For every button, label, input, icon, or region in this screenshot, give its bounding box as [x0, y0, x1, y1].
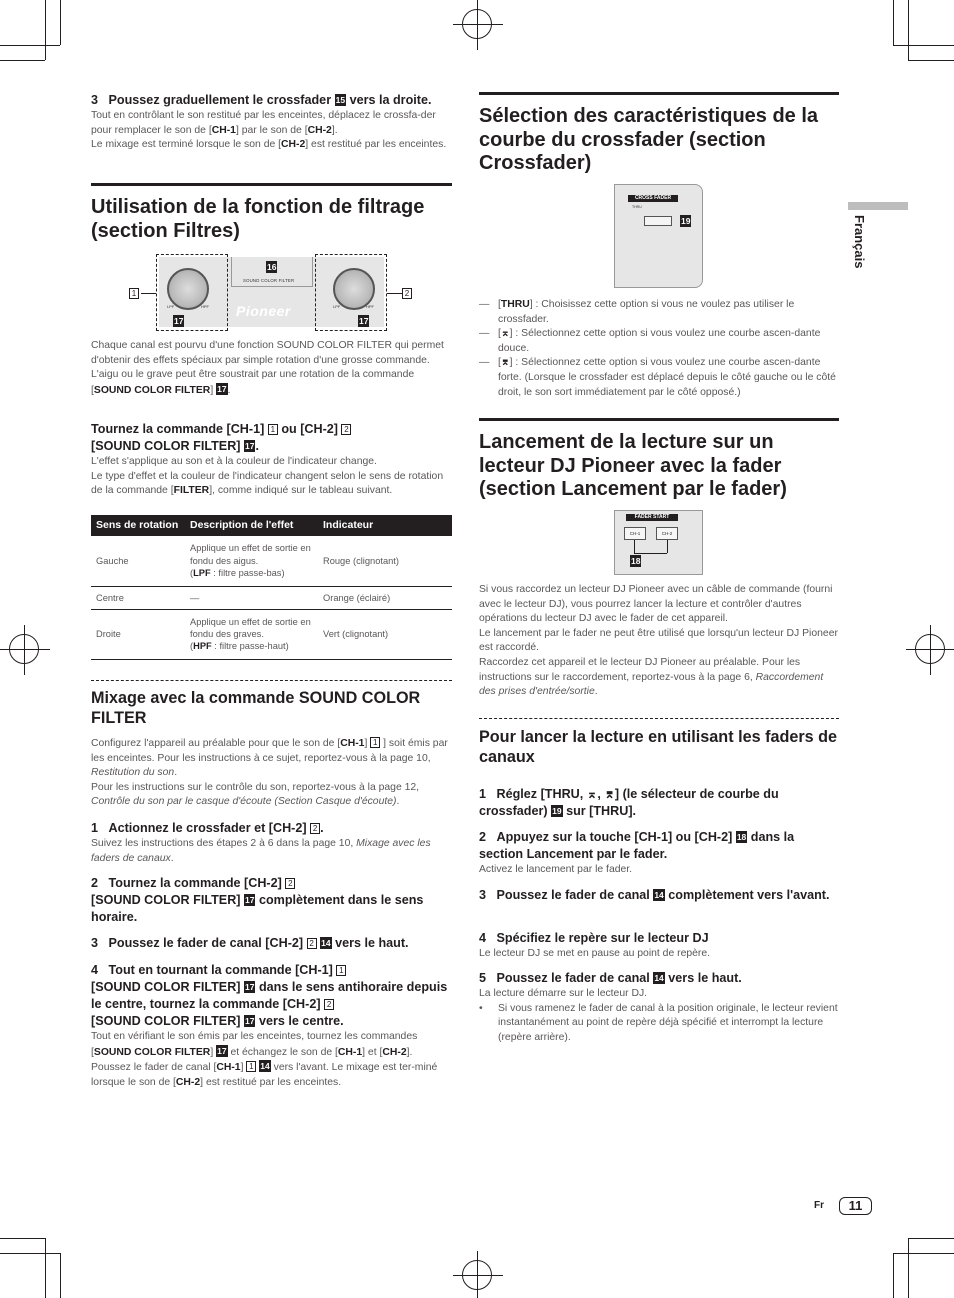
fader-start-section: [479, 418, 839, 502]
r-step-2: [479, 829, 839, 878]
registration-mark: [462, 1260, 492, 1290]
section-rule: [479, 718, 839, 719]
leader-line: [141, 293, 156, 294]
language-label: Français: [852, 215, 867, 269]
option-sharp: — [⌆] : Sélectionnez cette option si vous voulez une courbe ascen-dante forte. (Lorsque le crossfader est déplacé depuis le côté gauche ou le côté droit, le son sort immédiatement par le côté opposé.): [479, 357, 836, 398]
filters-intro: [91, 339, 452, 398]
badge-18: 18: [631, 556, 641, 566]
step-heading: 2 Appuyez sur la touche [CH-1] ou [CH-2] 18 dans la section Lancement par le fader.: [479, 830, 795, 861]
r-step-3: [479, 887, 839, 904]
mix-step-4: [91, 962, 452, 1090]
crop-mark: [908, 60, 954, 61]
crossfader-section: [479, 92, 839, 176]
ch2-fader-start-button: CH-2: [656, 527, 678, 540]
badge-2: 2: [402, 288, 412, 299]
page-lang: Fr: [814, 1200, 824, 1211]
section-rule: [479, 92, 839, 95]
step-heading: 4 Spécifiez le repère sur le lecteur DJ: [479, 931, 709, 945]
table-cell: Gauche: [91, 536, 185, 586]
table-cell: Applique un effet de sortie en fondu des graves. (HPF : filtre passe-haut): [185, 609, 318, 659]
badge-19: 19: [681, 216, 691, 226]
filters-step-heading: Tournez la commande [CH-1] 1 ou [CH-2] 2 [SOUND COLOR FILTER] 17.: [91, 421, 452, 455]
table-cell: Applique un effet de sortie en fondu des aigus. (LPF : filtre passe-bas): [185, 536, 318, 586]
table-row: [91, 536, 452, 586]
badge-16: 16: [267, 262, 277, 272]
badge-17: 17: [359, 316, 369, 326]
table-cell: Centre: [91, 586, 185, 609]
registration-mark: [462, 9, 492, 39]
table-row: [91, 609, 452, 659]
table-cell: Vert (clignotant): [318, 609, 452, 659]
lpf-label: LPF: [167, 304, 175, 309]
r-step-5: [479, 970, 839, 1045]
r-step-4: [479, 930, 839, 962]
filters-title: Utilisation de la fonction de filtrage (section Filtres): [91, 196, 425, 242]
crop-mark: [45, 1238, 46, 1298]
step-heading: 4 Tout en tournant la commande [CH-1] 1 [SOUND COLOR FILTER] 17 dans le sens antihoraire depuis le centre, tournez la commande [CH-2] 2 [SOUND COLOR FILTER] 17 vers le centre.: [91, 963, 448, 1028]
mix-step-2: [91, 875, 452, 926]
section-rule: [479, 418, 839, 421]
step-body: Suivez les instructions des étapes 2 à 6 dans la page 10, Mixage avec les faders de canaux.: [91, 838, 431, 864]
registration-mark: [9, 634, 39, 664]
table-cell: —: [185, 586, 318, 609]
sub-title: Pour lancer la lecture en utilisant les faders de canaux: [479, 728, 838, 766]
mix-intro: Configurez l'appareil au préalable pour que le son de [CH-1] 1 ] soit émis par les enceintes. Pour les instructions à ce sujet, reportez-vous à la page 10, Restitution du son. Pour les instructions sur le contrôle du son, reportez-vous à la page 12, Contrôle du son par le casque d'écoute (Section Casque d'écoute).: [91, 738, 448, 808]
step-heading: 3 Poussez le fader de canal [CH-2] 2 14 vers le haut.: [91, 936, 409, 950]
filters-step-body: L'effet s'applique au son et à la couleur de l'indicateur change. Le type d'effet et la couleur de l'indicateur changent selon le sens de rotation de la commande [FILTER], comme indiqué sur le tableau suivant.: [91, 456, 444, 497]
table-header: Indicateur: [318, 515, 452, 536]
section-rule: [91, 183, 452, 186]
left-column: [91, 92, 452, 153]
filters-step: [91, 421, 452, 499]
option-thru: — [THRU] : Choisissez cette option si vous ne voulez pas utiliser le crossfader.: [479, 299, 795, 325]
step-body: La lecture démarre sur le lecteur DJ.: [479, 988, 648, 999]
crop-mark: [60, 1253, 61, 1298]
step-heading: 1 Réglez [THRU, ⌅, ⌆] (le sélecteur de courbe du crossfader) 19 sur [THRU].: [479, 787, 779, 818]
table-header: Sens de rotation: [91, 515, 185, 536]
table-cell: Orange (éclairé): [318, 586, 452, 609]
hpf-label: HPF: [366, 304, 374, 309]
mix-step-3: [91, 935, 452, 952]
crop-mark: [908, 1238, 909, 1298]
crop-mark: [60, 0, 61, 45]
table-cell: Rouge (clignotant): [318, 536, 452, 586]
crop-mark: [0, 45, 60, 46]
fader-start-figure: [614, 510, 704, 576]
table-cell: Droite: [91, 609, 185, 659]
table-header: Description de l'effet: [185, 515, 318, 536]
crop-mark: [908, 0, 909, 60]
crop-mark: [0, 1238, 45, 1239]
crossfader-figure: [614, 184, 704, 290]
ch1-fader-start-button: CH-1: [624, 527, 646, 540]
step-heading: 2 Tournez la commande [CH-2] 2 [SOUND COLOR FILTER] 17 complètement dans le sens horaire.: [91, 876, 424, 924]
paragraph: Chaque canal est pourvu d'une fonction SOUND COLOR FILTER qui permet d'obtenir des effets spéciaux par simple rotation d'une grosse commande.: [91, 340, 444, 366]
option-smooth: — [⌅] : Sélectionnez cette option si vous voulez une courbe ascen-dante douce.: [479, 328, 821, 354]
leader-line: [387, 293, 402, 294]
crossfader-options: [479, 298, 839, 400]
mix-section: [91, 680, 452, 810]
step-3-heading: 3 Poussez graduellement le crossfader 15 vers la droite.: [91, 93, 432, 107]
fader-start-label: FADER START: [626, 514, 678, 521]
step-heading: 5 Poussez le fader de canal 14 vers le haut.: [479, 971, 742, 985]
crop-mark: [893, 0, 894, 45]
page-number: 11: [839, 1197, 872, 1215]
thru-label: THRU: [632, 205, 642, 209]
section-rule: [91, 680, 452, 681]
crop-mark: [0, 60, 45, 61]
filters-figure: [91, 253, 452, 331]
crossfader-title: Sélection des caractéristiques de la courbe du crossfader (section Crossfader): [479, 105, 819, 174]
table-row: [91, 586, 452, 609]
step-body: Le lecteur DJ se met en pause au point de repère.: [479, 948, 711, 959]
badge-1: 1: [129, 288, 139, 299]
mix-step-1: [91, 820, 452, 866]
hpf-label: HPF: [201, 304, 209, 309]
cross-fader-label: CROSS FADER: [628, 195, 678, 202]
step-heading: 1 Actionnez le crossfader et [CH-2] 2 .: [91, 821, 324, 835]
crop-mark: [908, 1238, 954, 1239]
filters-section: [91, 183, 452, 243]
step-3-body: Tout en contrôlant le son restitué par les enceintes, déplacez le crossfa-der pour remplacer le son de [CH-1] par le son de [CH-2]. Le mixage est terminé lorsque le son de [CH-2] est restitué par les enceintes.: [91, 110, 447, 151]
language-tab: [848, 202, 908, 210]
fader-start-title: Lancement de la lecture sur un lecteur DJ Pioneer avec la fader (section Lancement par le fader): [479, 431, 787, 500]
crop-mark: [45, 0, 46, 60]
pioneer-logo: Pioneer: [236, 303, 291, 319]
registration-mark: [915, 634, 945, 664]
paragraph: L'aigu ou le grave peut être soustrait par une rotation de la commande [SOUND COLOR FILTER] 17.: [91, 369, 415, 396]
crop-mark: [893, 1253, 894, 1298]
curve-switch: [644, 216, 672, 226]
crop-mark: [893, 1253, 954, 1254]
bullet-item: • Si vous ramenez le fader de canal à la position originale, le lecteur revient instantanément au point de repère déjà spécifié et interrompt la lecture (repère arrière).: [479, 1002, 838, 1043]
badge-17: 17: [174, 316, 184, 326]
step-body: Activez le lancement par le fader.: [479, 864, 633, 875]
sub-section: [479, 718, 839, 767]
filter-table: [91, 515, 452, 660]
crop-mark: [893, 45, 954, 46]
mix-title: Mixage avec la commande SOUND COLOR FILTER: [91, 689, 421, 727]
step-heading: 3 Poussez le fader de canal 14 complètement vers l'avant.: [479, 888, 830, 902]
badge: 15: [335, 95, 346, 105]
leader-line: [667, 540, 668, 553]
lpf-label: LPF: [333, 304, 341, 309]
r-step-1: [479, 786, 839, 820]
fader-start-intro: Si vous raccordez un lecteur DJ Pioneer avec un câble de commande (fourni avec le lecteur DJ), vous pourrez lancer la lecture et contrôler d'autres opérations du lecteur DJ avec le fader de cet appareil. Le lancement par le fader ne peut être utilisé que lorsqu'un lecteur DJ Pioneer est raccordé. Raccordez cet appareil et le lecteur DJ Pioneer au préalable. Pour les instructions sur le raccordement, reportez-vous à la page 6, Raccordement des prises d'entrée/sortie.: [479, 584, 838, 698]
leader-line: [634, 553, 667, 554]
step-body: Tout en vérifiant le son émis par les enceintes, tournez les commandes [SOUND COLOR FILTER] 17 et échangez le son de [CH-1] et [CH-2]. Poussez le fader de canal [CH-1] 1 14 vers l'avant. Le mixage est ter-miné lorsque le son de [CH-2] est restitué par les enceintes.: [91, 1031, 438, 1088]
leader-line: [634, 540, 635, 553]
sound-color-filter-label: SOUND COLOR FILTER: [243, 278, 295, 283]
filter-table-wrap: [91, 515, 452, 660]
crop-mark: [0, 1253, 60, 1254]
